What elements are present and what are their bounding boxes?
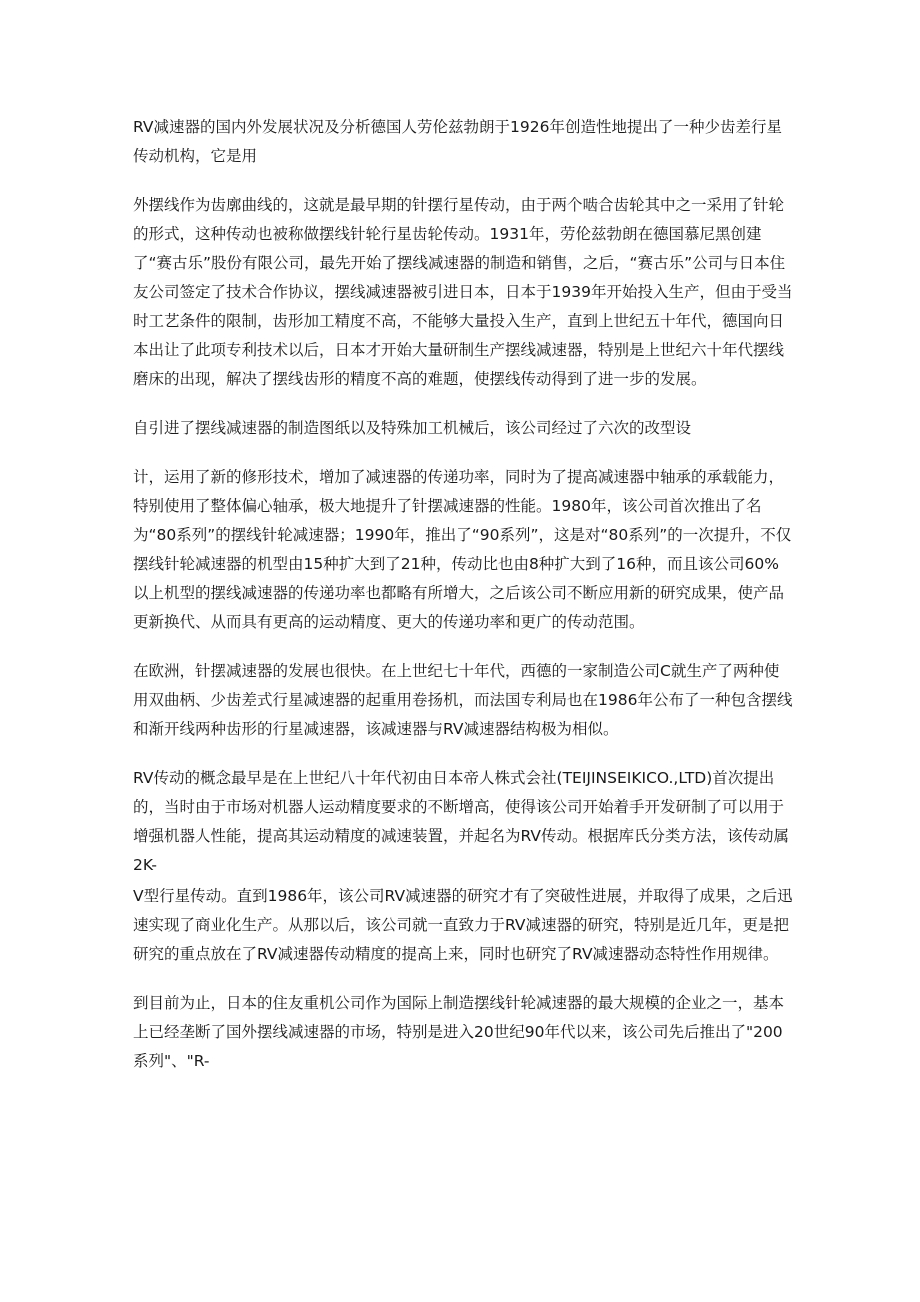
paragraph-rv-concept: RV传动的概念最早是在上世纪八十年代初由日本帝人株式会社(TEIJINSEIKICO.,LTD)首次提出的，当时由于市场对机器人运动精度要求的不断增高，使得该公司开始着手开发研制了可以用于增强机器人性能，提高其运动精度的减速装置，并起名为RV传动。根据库氏分类方法，该传动属2K-	[133, 769, 790, 874]
paragraph-intro: RV减速器的国内外发展状况及分析德国人劳伦兹勃朗于1926年创造性地提出了一种少齿差行星传动机构，它是用	[133, 118, 782, 165]
paragraph-redesign-start: 自引进了摆线减速器的制造图纸以及特殊加工机械后，该公司经过了六次的改型设	[133, 419, 692, 437]
document-body	[133, 113, 793, 1096]
paragraph-sumitomo: 到目前为止，日本的住友重机公司作为国际上制造摆线针轮减速器的最大规模的企业之一，基本上已经垄断了国外摆线减速器的市场，特别是进入20世纪90年代以来，该公司先后推出了"200系列"、"R-	[133, 994, 785, 1070]
paragraph-europe: 在欧洲，针摆减速器的发展也很快。在上世纪七十年代，西德的一家制造公司C就生产了两种使用双曲柄、少齿差式行星减速器的起重用卷扬机，而法国专利局也在1986年公布了一种包含摆线和渐开线两种齿形的行星减速器，该减速器与RV减速器结构极为相似。	[133, 662, 793, 738]
paragraph-history: 外摆线作为齿廓曲线的，这就是最早期的针摆行星传动，由于两个啮合齿轮其中之一采用了针轮的形式，这种传动也被称做摆线针轮行星齿轮传动。1931年，劳伦兹勃朗在德国慕尼黑创建了“赛古乐”股份有限公司，最先开始了摆线减速器的制造和销售，之后，“赛古乐”公司与日本住友公司签定了技术合作协议，摆线减速器被引进日本，日本于1939年开始投入生产，但由于受当时工艺条件的限制，齿形加工精度不高，不能够大量投入生产，直到上世纪五十年代，德国向日本出让了此项专利技术以后，日本才开始大量研制生产摆线减速器，特别是上世纪六十年代摆线磨床的出现，解决了摆线齿形的精度不高的难题，使摆线传动得到了进一步的发展。	[133, 196, 793, 388]
paragraph-rv-progress: V型行星传动。直到1986年，该公司RV减速器的研究才有了突破性进展，并取得了成果，之后迅速实现了商业化生产。从那以后，该公司就一直致力于RV减速器的研究，特别是近几年，更是把研究的重点放在了RV减速器传动精度的提高上来，同时也研究了RV减速器动态特性作用规律。	[133, 887, 793, 963]
paragraph-redesign: 计，运用了新的修形技术，增加了减速器的传递功率，同时为了提高减速器中轴承的承载能力，特别使用了整体偏心轴承，极大地提升了针摆减速器的性能。1980年，该公司首次推出了名为“80系列”的摆线针轮减速器；1990年，推出了“90系列”，这是对“80系列”的一次提升，不仅摆线针轮减速器的机型由15种扩大到了21种，传动比也由8种扩大到了16种，而且该公司60%以上机型的摆线减速器的传递功率也都略有所增大，之后该公司不断应用新的研究成果，使产品更新换代、从而具有更高的运动精度、更大的传递功率和更广的传动范围。	[133, 468, 792, 631]
